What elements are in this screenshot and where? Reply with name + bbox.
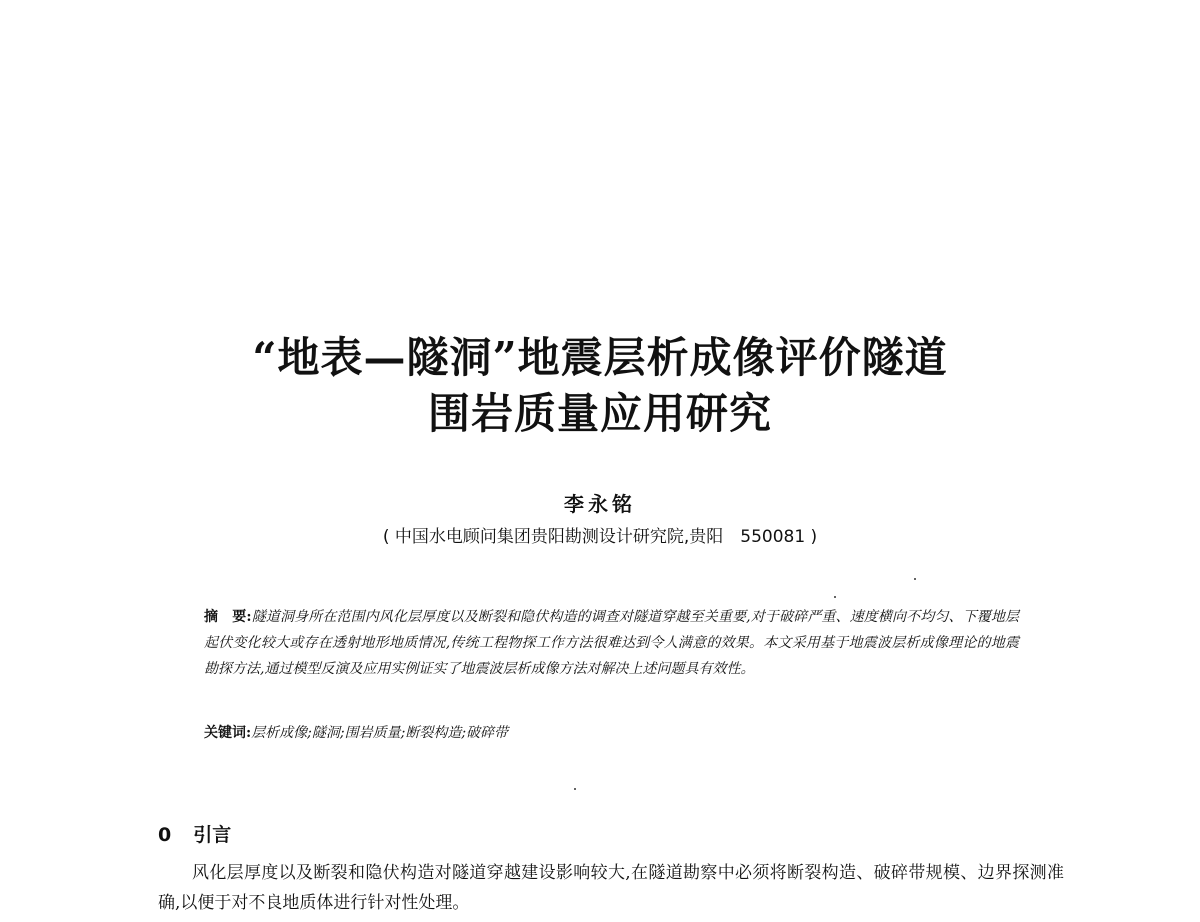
paper-title: [0, 330, 1200, 442]
section-heading: [158, 820, 231, 847]
keywords-label: 关键词:: [204, 725, 252, 741]
title-line-2: 围岩质量应用研究: [427, 389, 772, 438]
abstract-label: 摘 要:: [204, 609, 252, 625]
abstract-text: 隧道洞身所在范围内风化层厚度以及断裂和隐伏构造的调查对隧道穿越至关重要,对于破碎严重、速度横向不均匀、下覆地层起伏变化较大或存在透射地形地质情况,传统工程物探工作方法很难达到令人满意的效果。本文采用基于地震波层析成像理论的地震勘探方法,通过模型反演及应用实例证实了地震波层析成像方法对解决上述问题具有效性。: [204, 609, 1020, 677]
abstract: [204, 604, 1019, 682]
scan-speck: [914, 578, 916, 580]
scan-speck: [834, 596, 836, 598]
body-paragraph: 风化层厚度以及断裂和隐伏构造对隧道穿越建设影响较大,在隧道勘察中必须将断裂构造、破碎带规模、边界探测准确,以便于对不良地质体进行针对性处理。: [158, 863, 1064, 913]
title-line-1: “地表—隧洞”地震层析成像评价隧道: [252, 333, 948, 382]
section-number: 0: [158, 824, 172, 846]
section-title: 引言: [193, 824, 232, 846]
keywords-text: 层析成像;隧洞;围岩质量;断裂构造;破碎带: [251, 725, 509, 741]
scan-speck: [574, 788, 576, 790]
author-affiliation: ( 中国水电顾问集团贵阳勘测设计研究院,贵阳 550081 ): [382, 527, 818, 547]
author-name: 李永铭: [564, 492, 636, 516]
keywords: [204, 720, 1019, 746]
